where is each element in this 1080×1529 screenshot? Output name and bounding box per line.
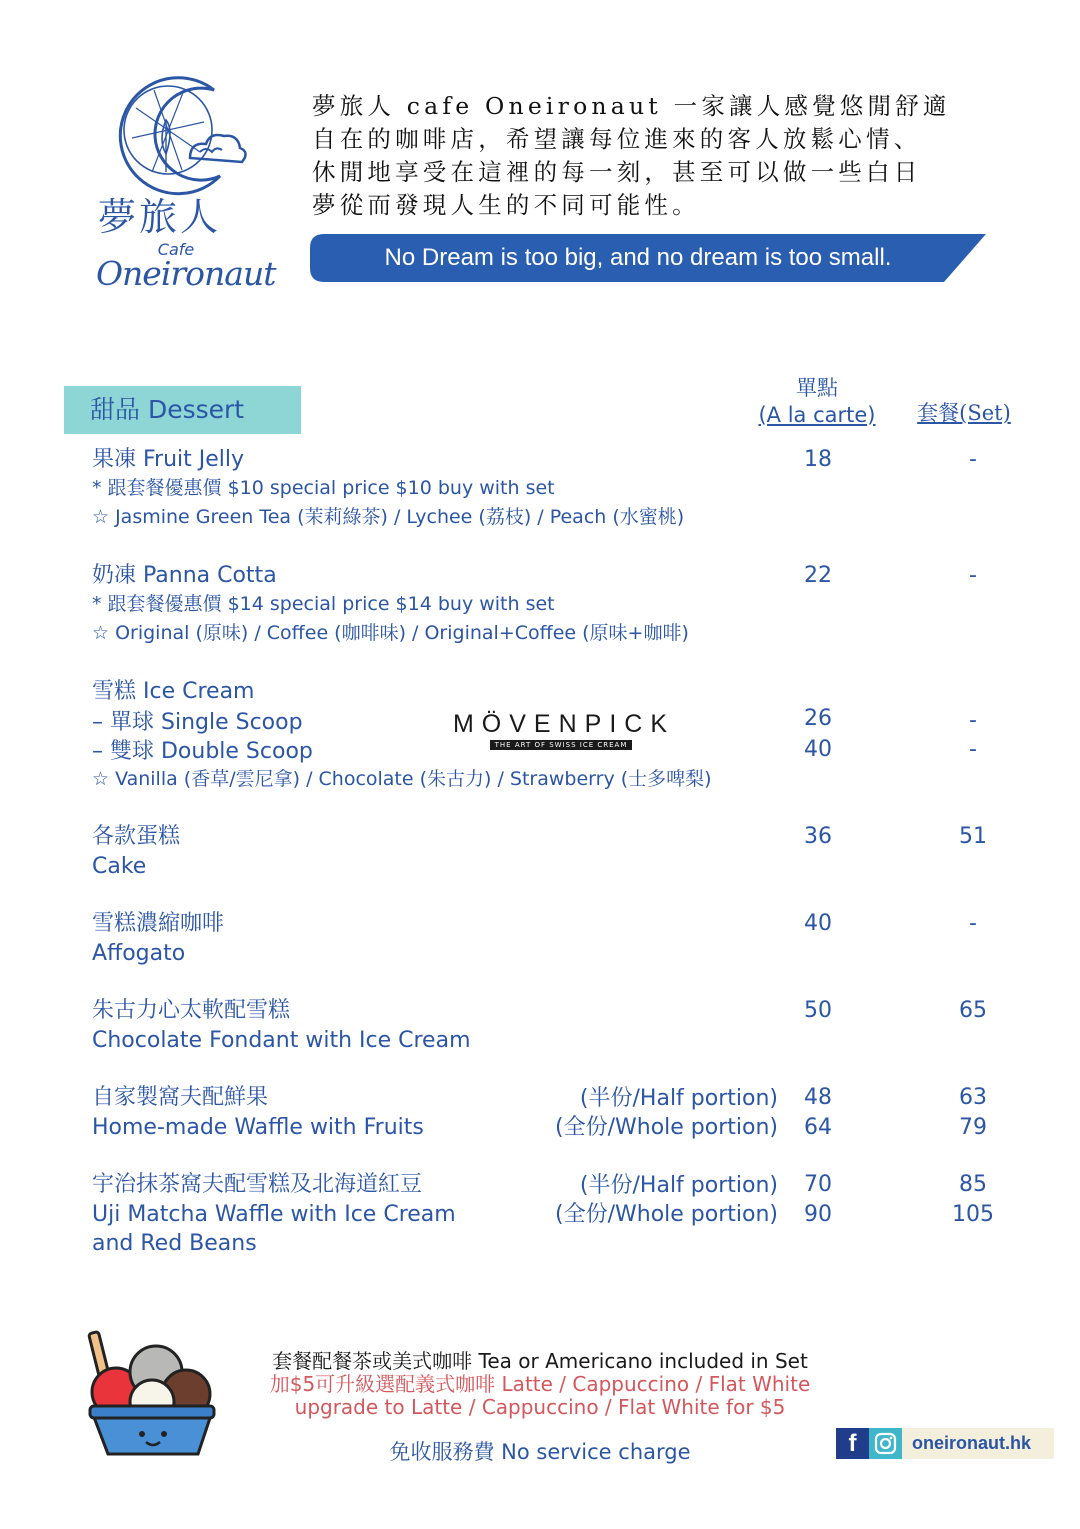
item-name-cn: 自家製窩夫配鮮果 (92, 1085, 269, 1110)
column-header-set: 套餐(Set) (917, 401, 1011, 425)
logo-name-small: Cafe (157, 240, 195, 259)
column-header-alacarte: (A la carte) (758, 403, 876, 427)
ice-cream-bowl-icon (86, 1330, 218, 1460)
section-title: 甜品 Dessert (64, 386, 301, 434)
price-set: 85 (959, 1172, 987, 1197)
portion-whole: (全份/Whole portion) (555, 1115, 778, 1140)
item-options: ☆ Vanilla (香草/雲尼拿) / Chocolate (朱古力) / Strawberry (士多啤梨) (92, 768, 712, 790)
item-sub-option: – 雙球 Double Scoop (92, 739, 313, 764)
set-note (210, 1350, 870, 1419)
price-alacarte: 50 (804, 998, 832, 1023)
item-name-en: Home-made Waffle with Fruits (92, 1115, 424, 1140)
price-set: - (969, 563, 977, 588)
price-alacarte: 64 (804, 1115, 832, 1140)
portion-half: (半份/Half portion) (579, 1173, 778, 1198)
intro-line: 夢旅人 cafe Oneironaut 一家讓人感覺悠閒舒適 (312, 92, 951, 120)
item-name-cn: 宇治抹茶窩夫配雪糕及北海道紅豆 (92, 1172, 423, 1197)
price-set: 79 (959, 1115, 987, 1140)
item-note: * 跟套餐優惠價 $10 special price $10 buy with set (92, 477, 555, 499)
price-set: - (969, 447, 977, 472)
cafe-logo (96, 68, 276, 300)
tagline-banner (310, 234, 990, 282)
price-set: 65 (959, 998, 987, 1023)
item-name-en: Chocolate Fondant with Ice Cream (92, 1028, 471, 1053)
item-name: 雪糕 Ice Cream (92, 679, 255, 704)
intro-line: 夢從而發現人生的不同可能性。 (312, 191, 700, 219)
intro-line: 休閒地享受在這裡的每一刻，甚至可以做一些白日 (312, 158, 922, 186)
upgrade-note-cn: 加$5可升級選配義式咖啡 Latte / Cappuccino / Flat White (269, 1372, 811, 1396)
set-note-line: 套餐配餐茶或美式咖啡 Tea or Americano included in Set (272, 1349, 808, 1373)
item-name-en: Cake (92, 854, 147, 879)
price-alacarte: 90 (804, 1202, 832, 1227)
price-alacarte: 18 (804, 447, 832, 472)
price-alacarte: 48 (804, 1085, 832, 1110)
item-sub-option: – 單球 Single Scoop (92, 710, 303, 735)
website-link[interactable]: oneironaut.hk (912, 1433, 1032, 1453)
intro-line: 自在的咖啡店，希望讓每位進來的客人放鬆心情、 (312, 125, 922, 153)
logo-name-cn: 夢旅人 (98, 195, 222, 239)
price-alacarte: 70 (804, 1172, 832, 1197)
item-name-cn: 朱古力心太軟配雪糕 (92, 998, 291, 1023)
price-set: 51 (959, 824, 987, 849)
facebook-icon[interactable]: f (836, 1428, 869, 1459)
item-options: ☆ Jasmine Green Tea (茉莉綠茶) / Lychee (荔枝) / Peach (水蜜桃) (92, 506, 685, 528)
item-name-en: Uji Matcha Waffle with Ice Cream (92, 1202, 456, 1227)
price-alacarte: 36 (804, 824, 832, 849)
price-alacarte: 26 (804, 706, 832, 731)
brand-name: MÖVENPICK (452, 710, 676, 738)
price-alacarte: 40 (804, 737, 832, 762)
no-service-charge: 免收服務費 No service charge (389, 1440, 691, 1464)
upgrade-note-en: upgrade to Latte / Cappuccino / Flat White for $5 (294, 1395, 786, 1419)
tagline-text: No Dream is too big, and no dream is too small. (384, 244, 892, 271)
intro-paragraph (312, 90, 992, 222)
price-set: 63 (959, 1085, 987, 1110)
item-name-en: Affogato (92, 941, 186, 966)
price-set: 105 (952, 1202, 994, 1227)
price-set: - (969, 708, 977, 733)
movenpick-brand-logo (436, 708, 692, 756)
portion-whole: (全份/Whole portion) (555, 1202, 778, 1227)
column-header-alacarte-cn: 單點 (796, 376, 838, 400)
logo-name-en: Oneironaut (96, 254, 276, 293)
item-name: 果凍 Fruit Jelly (92, 447, 245, 472)
price-set: - (969, 911, 977, 936)
price-set: - (969, 737, 977, 762)
portion-half: (半份/Half portion) (579, 1086, 778, 1111)
item-name: 奶凍 Panna Cotta (92, 563, 277, 588)
item-options: ☆ Original (原味) / Coffee (咖啡味) / Original+Coffee (原味+咖啡) (92, 622, 689, 644)
item-name-cn: 各款蛋糕 (92, 824, 181, 849)
price-alacarte: 22 (804, 563, 832, 588)
price-alacarte: 40 (804, 911, 832, 936)
instagram-icon[interactable] (869, 1428, 902, 1459)
item-name-en: and Red Beans (92, 1231, 257, 1256)
item-name-cn: 雪糕濃縮咖啡 (92, 911, 225, 936)
brand-subtitle: THE ART OF SWISS ICE CREAM (490, 740, 632, 750)
item-note: * 跟套餐優惠價 $14 special price $14 buy with set (92, 593, 555, 615)
